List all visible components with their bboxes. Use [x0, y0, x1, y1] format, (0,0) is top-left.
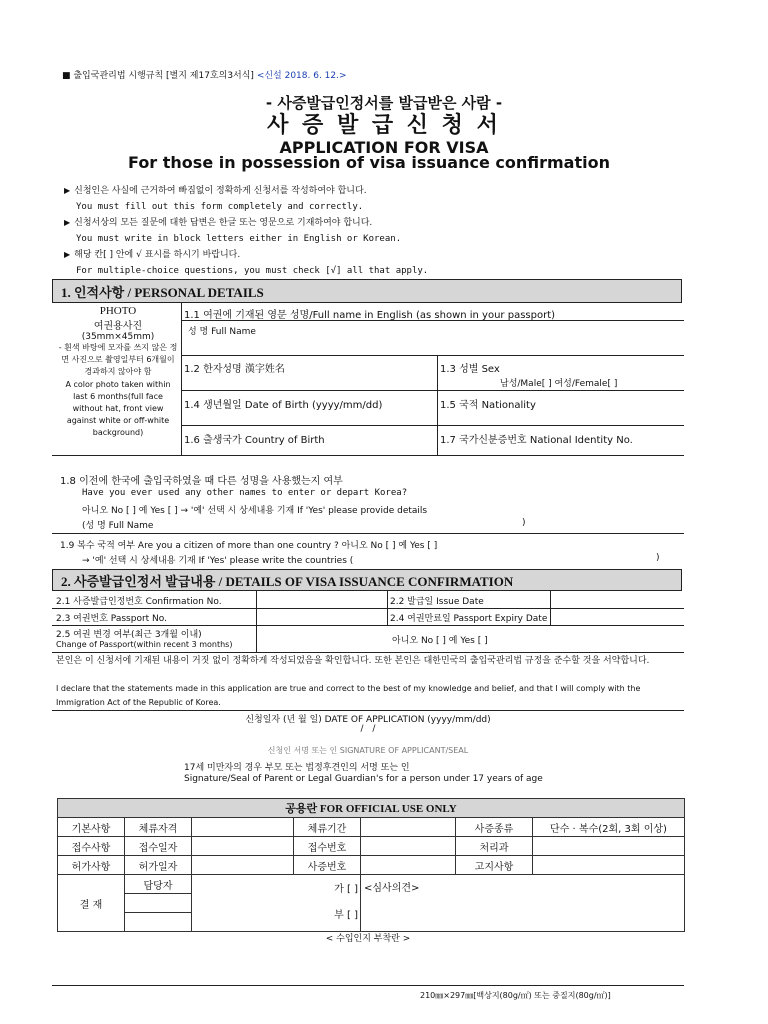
field-2-1-label: 2.1 사증발급인정번호 Confirmation No.: [56, 597, 222, 607]
field-1-8-options[interactable]: 아니오 No [ ] 예 Yes [ ] → '예' 선택 시 상세내용 기재 If 'Yes' please provide details: [82, 506, 428, 516]
table-cell: 접수일자: [125, 837, 192, 856]
field-1-7-label: 1.7 국가신분증번호 National Identity No.: [440, 435, 633, 446]
title-english: APPLICATION FOR VISA: [279, 138, 489, 157]
minor-signature-kr: 17세 미만자의 경우 부모 또는 법정후견인의 서명 또는 인: [184, 763, 410, 773]
table-cell[interactable]: [192, 818, 294, 837]
field-2-3-label: 2.3 여권번호 Passport No.: [56, 614, 167, 624]
subtitle-english: For those in possession of visa issuance confirmation: [128, 153, 610, 172]
table-row: [58, 856, 685, 875]
declaration-kr: 본인은 이 신청서에 기재된 내용이 거짓 없이 정확하게 작성되었음을 확인합니다. 또한 본인은 대한민국의 출입국관리법 규정을 준수할 것을 서약합니다.: [56, 656, 650, 666]
table-cell[interactable]: [533, 837, 685, 856]
field-1-9-label[interactable]: 1.9 복수 국적 여부 Are you a citizen of more than one country ? 아니오 No [ ] 예 Yes [ ]: [60, 541, 438, 551]
field-1-9-sub: → '예' 선택 시 상세내용 기재 If 'Yes' please write the countries (: [82, 556, 354, 566]
field-1-1-label: 1.1 여권에 기재된 영문 성명/Full name in English (as shown in your passport): [184, 310, 556, 321]
field-2-5-label-kr: 2.5 여권 변경 여부(최근 3개월 이내): [56, 630, 202, 640]
approval-choice[interactable]: [294, 875, 361, 932]
table-row: [58, 818, 685, 837]
table-cell: [192, 875, 294, 932]
instruction-2-en: You must write in block letters either in English or Korean.: [76, 234, 402, 244]
photo-note-en: A color photo taken within last 6 months(full face without hat, front view against white or off-white background): [65, 380, 171, 437]
table-cell[interactable]: [192, 837, 294, 856]
date-of-application-label: 신청일자 (년 월 일) DATE OF APPLICATION (yyyy/mm/dd): [245, 715, 491, 725]
review-opinion[interactable]: <심사의견>: [361, 875, 685, 932]
field-1-8-close: ): [522, 518, 526, 528]
instruction-1-en: You must fill out this form completely and correctly.: [76, 202, 364, 212]
field-2-4-label: 2.4 여권만료일 Passport Expiry Date: [390, 614, 548, 624]
amendment-date: <신설 2018. 6. 12.>: [256, 71, 347, 81]
photo-size: (35mm×45mm): [81, 332, 155, 342]
photo-box[interactable]: [57, 305, 179, 439]
regulation-text: ■ 출입국관리법 시행규칙 [별지 제17호의3서식]: [62, 71, 257, 81]
passport-change-options[interactable]: 아니오 No [ ] 예 Yes [ ]: [392, 636, 488, 646]
field-1-8-label-kr: 1.8 이전에 한국에 출입국하였을 때 다른 성명을 사용했는지 여부: [60, 476, 343, 487]
table-cell: 처리과: [456, 837, 533, 856]
instruction-2-kr: ▶ 신청서상의 모든 질문에 대한 답변은 한글 또는 영문으로 기재하여야 합니다.: [64, 218, 373, 228]
section-2-heading: 2. 사증발급인정서 발급내용 / DETAILS OF VISA ISSUANCE CONFIRMATION: [52, 569, 682, 591]
field-1-6-label: 1.6 출생국가 Country of Birth: [184, 435, 325, 446]
table-cell[interactable]: [192, 856, 294, 875]
table-cell[interactable]: [533, 856, 685, 875]
approval-label: 결 재: [58, 875, 125, 932]
photo-note-kr: - 흰색 바탕에 모자를 쓰지 않은 정면 사진으로 촬영일부터 6개월이 경과하지 않아야 함: [58, 343, 178, 376]
revenue-stamp-area: < 수입인지 부착란 >: [325, 934, 411, 944]
paper-spec-footer: 210㎜×297㎜[백상지(80g/㎡) 또는 중질지(80g/㎡)]: [420, 991, 611, 1000]
table-cell[interactable]: [125, 913, 192, 932]
regulation-reference: [62, 68, 347, 81]
table-row: [58, 837, 685, 856]
approve-checkbox[interactable]: 가 [ ]: [334, 884, 358, 895]
official-use-table: [57, 798, 685, 932]
table-cell: 단수 · 복수(2회, 3회 이상): [533, 818, 685, 837]
table-cell[interactable]: [361, 856, 456, 875]
table-row: [58, 875, 685, 894]
table-cell: 사증번호: [294, 856, 361, 875]
declaration-en: I declare that the statements made in this application are true and correct to the best of my knowledge and belief, and that I will comply with the Immigration Act of the Republic of Korea.: [56, 684, 641, 707]
instruction-3-en: For multiple-choice questions, you must check [√] all that apply.: [76, 266, 429, 276]
field-1-8-name-label: (성 명 Full Name: [82, 521, 154, 531]
table-cell: 사증종류: [456, 818, 533, 837]
table-cell: 고지사항: [456, 856, 533, 875]
subtitle-korean: - 사증발급인정서를 발급받은 사람 -: [265, 94, 503, 112]
field-2-2-label: 2.2 발급일 Issue Date: [390, 597, 484, 607]
reject-checkbox[interactable]: 부 [ ]: [334, 910, 358, 921]
field-1-3-label: 1.3 성별 Sex: [440, 364, 500, 375]
table-cell[interactable]: [361, 837, 456, 856]
minor-signature-en: Signature/Seal of Parent or Legal Guardian's for a person under 17 years of age: [184, 774, 543, 784]
table-cell[interactable]: [361, 818, 456, 837]
instruction-1-kr: ▶ 신청인은 사실에 근거하여 빠짐없이 정확하게 신청서를 작성하여야 합니다.: [64, 186, 367, 196]
sex-checkboxes[interactable]: 남성/Male[ ] 여성/Female[ ]: [500, 379, 618, 389]
table-cell: 접수사항: [58, 837, 125, 856]
photo-label-kr: 여권용사진: [93, 321, 143, 332]
instruction-3-kr: ▶ 해당 칸[ ] 안에 √ 표시를 하시기 바랍니다.: [64, 250, 241, 260]
title-korean: 사 증 발 급 신 청 서: [267, 113, 501, 138]
official-use-heading: 공용란 FOR OFFICIAL USE ONLY: [58, 799, 685, 818]
full-name-input[interactable]: [270, 322, 680, 352]
table-cell: 기본사항: [58, 818, 125, 837]
signature-label[interactable]: 신청인 서명 또는 인 SIGNATURE OF APPLICANT/SEAL: [267, 746, 469, 755]
field-1-2-label: 1.2 한자성명 漢字姓名: [184, 364, 285, 375]
table-cell: 허가일자: [125, 856, 192, 875]
table-cell: 체류기간: [294, 818, 361, 837]
table-cell: 체류자격: [125, 818, 192, 837]
table-cell: 허가사항: [58, 856, 125, 875]
field-1-5-label: 1.5 국적 Nationality: [440, 400, 536, 411]
field-1-8-label-en: Have you ever used any other names to enter or depart Korea?: [82, 488, 408, 498]
field-2-5-label-en: Change of Passport(within recent 3 months): [56, 640, 233, 649]
table-cell[interactable]: [125, 894, 192, 913]
section-1-heading: 1. 인적사항 / PERSONAL DETAILS: [52, 279, 682, 303]
officer-label: 담당자: [125, 875, 192, 894]
field-1-4-label: 1.4 생년월일 Date of Birth (yyyy/mm/dd): [184, 400, 383, 411]
field-1-1-name-label: 성 명 Full Name: [188, 327, 256, 337]
field-1-9-close: ): [656, 553, 660, 563]
date-input[interactable]: / /: [360, 724, 376, 734]
confirmation-no-input[interactable]: [258, 592, 385, 607]
photo-label: PHOTO: [99, 305, 137, 317]
instructions: [64, 183, 428, 279]
table-cell: 접수번호: [294, 837, 361, 856]
